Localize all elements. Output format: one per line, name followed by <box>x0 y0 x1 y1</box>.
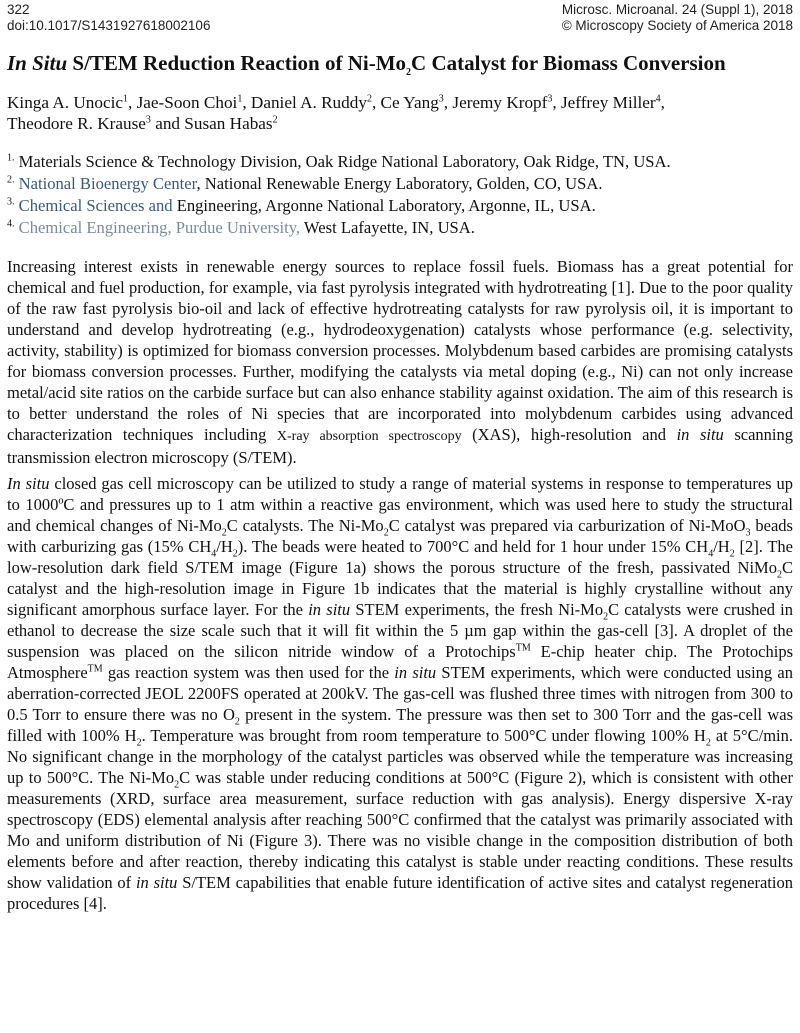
paragraph-introduction: Increasing interest exists in renewable energy sources to replace fossil fuels. Biomass has a great potential for chemical and fuel production, for example, via fast pyrolysis integrated with hydrotreating [1]. Due to the poor quality of the raw fast pyrolysis bio-oil and lack of effective hydrotreating catalysts for raw pyrolysis oil, it is important to understand and develop hydrotreating (e.g., hydrodeoxygenation) catalysts whose performance (e.g. selectivity, activity, stability) is optimized for biomass conversion processes. Molybdenum based carbides are promising catalysts for biomass conversion processes. Further, modifying the catalysts via metal doping (e.g., Ni) can not only increase metal/acid site ratios on the carbide surface but can also enhance stability against oxidation. The aim of this research is to better understand the roles of Ni species that are incorporated into molybdenum carbides using advanced characterization techniques including X-ray absorption spectroscopy (XAS), high-resolution and in situ scanning transmission electron microscopy (S/TEM). <box>7 257 793 467</box>
article-title: In Situ S/TEM Reduction Reaction of $Ni-Mo_2C$ Catalyst for Biomass Conversion <box>7 51 726 79</box>
copyright: © Microscopy Society of America 2018 <box>561 18 793 33</box>
journal-citation: Microsc. Microanal. 24 (Suppl 1), 2018 <box>561 2 793 17</box>
doi: doi:10.1017/S1431927618002106 <box>7 18 211 33</box>
affiliation-list <box>7 151 793 239</box>
page-number: 322 <box>7 2 30 17</box>
affiliation-3: $^{3.}$ Chemical Sciences and Engineering, Argonne National Laboratory, Argonne, IL, USA. <box>7 196 596 215</box>
article-body <box>7 50 793 919</box>
affiliation-1: $^{1.}$ Materials Science & Technology Division, Oak Ridge National Laboratory, Oak Ridge, TN, USA. <box>7 152 671 171</box>
affiliation-2: $^{2.}$ National Bioenergy Center, National Renewable Energy Laboratory, Golden, CO, USA. <box>7 174 603 193</box>
author-list: Kinga A. Unocic$^1$, Jae-Soon Choi$^1$, Daniel A. Ruddy$^2$, Ce Yang$^3$, Jeremy Kropf$^3$, Jeffrey Miller$^4$, Theodore R. Krause$^3$ and Susan Habas$^2$ <box>7 93 665 133</box>
paragraph-methods-results: In situ closed gas cell microscopy can be utilized to study a range of material systems in response to temperatures up to 1000ºC and pressures up to 1 atm within a reactive gas environment, which was used here to study the structural and chemical changes of $Ni-Mo_2C$ catalysts. The $Ni-Mo_2C$ catalyst was prepared via carburization of Ni-MoO$_3$ beads with carburizing gas (15% $CH_4/H_2$). The beads were heated to 700°C and held for 1 hour under 15% $CH_4/H_2$ [2]. The low-resolution dark field S/TEM image (Figure 1a) shows the porous structure of the fresh, passivated NiMo$_2$C catalyst and the high-resolution image in Figure 1b indicates that the material is highly crystalline without any significant amorphous surface layer. For the in situ STEM experiments, the fresh $Ni-Mo_2C$ catalysts were crushed in ethanol to decrease the size scale such that it will fit within the 5 µm gap within the gas-cell [3]. A droplet of the suspension was placed on the silicon nitride window of a Protochips™ E-chip heater chip. The Protochips Atmosphere™ gas reaction system was then used for the in situ STEM experiments, which were conducted using an aberration-corrected JEOL 2200FS operated at 200kV. The gas-cell was flushed three times with nitrogen from 300 to 0.5 Torr to ensure there was no $O_2$ present in the system. The pressure was then set to 300 Torr and the gas-cell was filled with 100% $H_2$. Temperature was brought from room temperature to 500°C under flowing 100% $H_2$ at 5°C/min. No significant change in the morphology of the catalyst particles was observed while the temperature was increasing up to 500°C. The $Ni-Mo_2C$ was stable under reducing conditions at 500°C (Figure 2), which is consistent with other measurements (XRD, surface area measurement, surface reduction with gas analysis). Energy dispersive X-ray spectroscopy (EDS) elemental analysis after reaching 500°C confirmed that the catalyst was primarily associated with Mo and uniform distribution of Ni (Figure 3). There was no visible change in the composition distribution of both elements before and after reaction, thereby indicating this catalyst is stable under reacting conditions. These results show validation of in situ S/TEM capabilities that enable future identification of active sites and catalyst regeneration procedures [4]. <box>7 474 793 913</box>
affiliation-4: $^{4.}$ Chemical Engineering, Purdue University, West Lafayette, IN, USA. <box>7 218 475 237</box>
